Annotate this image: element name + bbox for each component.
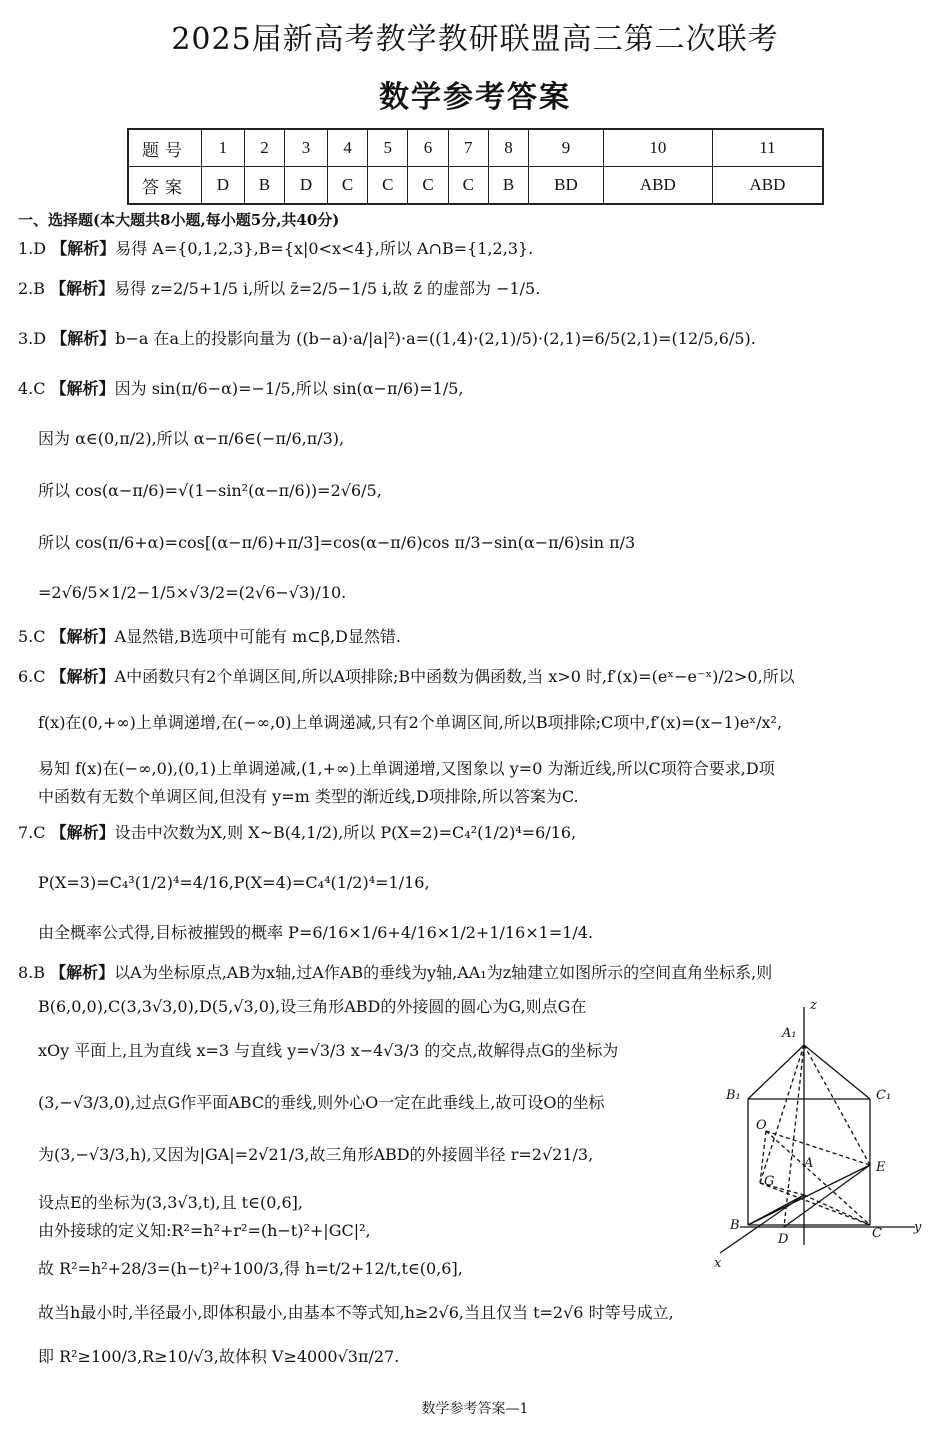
analysis-tag: 【解析】: [51, 329, 116, 348]
label-g: G: [764, 1174, 775, 1189]
solution-line: [38, 872, 430, 894]
label-x: x: [714, 1256, 722, 1271]
solution-text: 易知 f(x)在(−∞,0),(0,1)上单调递减,(1,+∞)上单调递增,又图象以 y=0 为渐近线,所以C项符合要求,D项: [38, 759, 775, 778]
solution-text: xOy 平面上,且为直线 x=3 与直线 y=√3/3 x−4√3/3 的交点,故解得点G的坐标为: [38, 1041, 619, 1060]
label-a1: A₁: [782, 1026, 797, 1041]
solution-line: [18, 962, 772, 984]
solution-text: (3,−√3/3,0),过点G作平面ABC的垂线,则外心O一定在此垂线上,故可设O的坐标: [38, 1093, 605, 1112]
answer-table-number-row: [128, 129, 823, 167]
table-cell: BD: [529, 167, 604, 205]
analysis-tag: 【解析】: [50, 963, 115, 982]
table-cell: D: [202, 167, 245, 205]
solution-text: 设击中次数为X,则 X~B(4,1/2),所以 P(X=2)=C₄²(1/2)⁴=6/16,: [114, 823, 577, 842]
solution-line: [18, 822, 576, 844]
answer-table: [127, 128, 824, 205]
solution-text: 中函数有无数个单调区间,但没有 y=m 类型的渐近线,D项排除,所以答案为C.: [38, 787, 579, 806]
answer-table-answer-row: [128, 167, 823, 205]
solution-text: P(X=3)=C₄³(1/2)⁴=4/16,P(X=4)=C₄⁴(1/2)⁴=1/16,: [38, 873, 430, 892]
label-z: z: [810, 998, 817, 1013]
solution-text: 所以 cos(α−π/6)=√(1−sin²(α−π/6))=2√6/5,: [38, 481, 382, 500]
dash-o-e: [766, 1131, 870, 1165]
table-cell: 1: [202, 129, 245, 167]
question-number: 7.C: [18, 823, 46, 842]
solution-text: 由全概率公式得,目标被摧毁的概率 P=6/16×1/6+4/16×1/2+1/16×1=1/4.: [38, 923, 594, 942]
question-number: 3.D: [18, 329, 47, 348]
solution-line: [38, 1346, 399, 1368]
solution-line: [38, 1092, 605, 1114]
solution-line: [38, 480, 382, 502]
geometry-figure: [700, 995, 930, 1275]
table-cell: 4: [327, 129, 367, 167]
section-heading: 一、选择题(本大题共8小题,每小题5分,共40分): [18, 211, 340, 229]
solution-line: [38, 1040, 618, 1062]
question-number: 5.C: [18, 627, 46, 646]
solution-text: A中函数只有2个单调区间,所以A项排除;B中函数为偶函数,当 x>0 时,f′(x)=(eˣ−e⁻ˣ)/2>0,所以: [114, 667, 795, 686]
table-cell: C: [368, 167, 408, 205]
solution-line: [18, 328, 756, 350]
solution-text: A显然错,B选项中可能有 m⊂β,D显然错.: [114, 627, 401, 646]
edge-ac: [804, 1195, 870, 1225]
page-title: 2025届新高考教学教研联盟高三第二次联考: [171, 22, 779, 57]
table-cell: ABD: [712, 167, 823, 205]
table-cell: B: [244, 167, 284, 205]
question-number: 8.B: [18, 963, 46, 982]
table-cell: 5: [368, 129, 408, 167]
table-cell: ABD: [603, 167, 712, 205]
solution-line: [38, 996, 586, 1018]
question-number: 1.D: [18, 239, 47, 258]
solution-line: [38, 758, 775, 780]
solution-text: 所以 cos(π/6+α)=cos[(α−π/6)+π/3]=cos(α−π/6)cos π/3−sin(α−π/6)sin π/3: [38, 533, 636, 552]
solution-text: 由外接球的定义知:R²=h²+r²=(h−t)²+|GC|²,: [38, 1221, 371, 1240]
solution-text: 易得 z=2/5+1/5 i,所以 z̄=2/5−1/5 i,故 z̄ 的虚部为 −1/5.: [114, 279, 541, 298]
page-footer: 数学参考答案—1: [421, 1401, 529, 1417]
label-b1: B₁: [726, 1088, 741, 1103]
solution-line: [38, 786, 579, 808]
solution-line: [38, 1302, 674, 1324]
table-cell: 3: [285, 129, 328, 167]
edge-de: [784, 1165, 870, 1227]
label-d: D: [778, 1232, 789, 1247]
table-cell: 2: [244, 129, 284, 167]
page-subtitle: 数学参考答案: [379, 80, 571, 115]
edge-a1c1: [804, 1045, 870, 1099]
solution-text: b−a 在a上的投影向量为 ((b−a)·a/|a|²)·a=((1,4)·(2,1)/5)·(2,1)=6/5(2,1)=(12/5,6/5).: [115, 329, 756, 348]
solution-text: 以A为坐标原点,AB为x轴,过A作AB的垂线为y轴,AA₁为z轴建立如图所示的空间直角坐标系,则: [114, 963, 773, 982]
question-number: 4.C: [18, 379, 46, 398]
label-o: O: [756, 1118, 767, 1133]
solution-text: 故 R²=h²+28/3=(h−t)²+100/3,得 h=t/2+12/t,t∈(0,6],: [38, 1259, 463, 1278]
solution-text: 为(3,−√3/3,h),又因为|GA|=2√21/3,故三角形ABD的外接圆半径 r=2√21/3,: [38, 1145, 594, 1164]
solution-text: 即 R²≥100/3,R≥10/√3,故体积 V≥4000√3π/27.: [38, 1347, 400, 1366]
solution-line: [38, 532, 635, 554]
analysis-tag: 【解析】: [50, 379, 115, 398]
solution-text: 因为 sin(π/6−α)=−1/5,所以 sin(α−π/6)=1/5,: [114, 379, 464, 398]
table-cell: 6: [408, 129, 448, 167]
table-cell: D: [285, 167, 328, 205]
label-b: B: [730, 1218, 740, 1233]
solution-text: 因为 α∈(0,π/2),所以 α−π/6∈(−π/6,π/3),: [38, 429, 345, 448]
analysis-tag: 【解析】: [51, 239, 116, 258]
question-number: 2.B: [18, 279, 46, 298]
table-cell: C: [448, 167, 488, 205]
solution-text: =2√6/5×1/2−1/5×√3/2=(2√6−√3)/10.: [38, 583, 347, 602]
solution-text: 故当h最小时,半径最小,即体积最小,由基本不等式知,h≥2√6,当且仅当 t=2√6 时等号成立,: [38, 1303, 674, 1322]
table-cell: 7: [448, 129, 488, 167]
analysis-tag: 【解析】: [50, 279, 115, 298]
solution-text: 易得 A={0,1,2,3},B={x|0<x<4},所以 A∩B={1,2,3}.: [115, 239, 534, 258]
solution-text: 设点E的坐标为(3,3√3,t),且 t∈(0,6],: [38, 1193, 303, 1212]
solution-line: [38, 1220, 371, 1242]
label-a: A: [804, 1156, 814, 1171]
analysis-tag: 【解析】: [50, 823, 115, 842]
table-cell: 9: [529, 129, 604, 167]
label-y: y: [914, 1220, 922, 1235]
question-number: 6.C: [18, 667, 46, 686]
row-label-answer: 答案: [128, 167, 202, 205]
table-cell: C: [408, 167, 448, 205]
label-c1: C₁: [876, 1088, 892, 1103]
analysis-tag: 【解析】: [50, 667, 115, 686]
analysis-tag: 【解析】: [50, 627, 115, 646]
solution-line: [38, 428, 344, 450]
solution-line: [18, 278, 540, 300]
solution-line: [38, 582, 346, 604]
solution-text: B(6,0,0),C(3,3√3,0),D(5,√3,0),设三角形ABD的外接圆的圆心为G,则点G在: [38, 997, 587, 1016]
solution-line: [18, 666, 795, 688]
solution-line: [38, 922, 593, 944]
label-c: C: [872, 1226, 882, 1241]
solution-line: [38, 1258, 463, 1280]
solution-line: [38, 1192, 303, 1214]
solution-line: [18, 626, 401, 648]
table-cell: 11: [712, 129, 823, 167]
row-label-number: 题号: [128, 129, 202, 167]
table-cell: C: [327, 167, 367, 205]
label-e: E: [876, 1160, 886, 1175]
table-cell: B: [488, 167, 528, 205]
solution-line: [38, 1144, 593, 1166]
solution-line: [18, 238, 533, 260]
table-cell: 10: [603, 129, 712, 167]
solution-line: [38, 712, 782, 734]
table-cell: 8: [488, 129, 528, 167]
solution-line: [18, 378, 464, 400]
solution-text: f(x)在(0,+∞)上单调递增,在(−∞,0)上单调递减,只有2个单调区间,所以B项排除;C项中,f′(x)=(x−1)eˣ/x²,: [38, 713, 783, 732]
